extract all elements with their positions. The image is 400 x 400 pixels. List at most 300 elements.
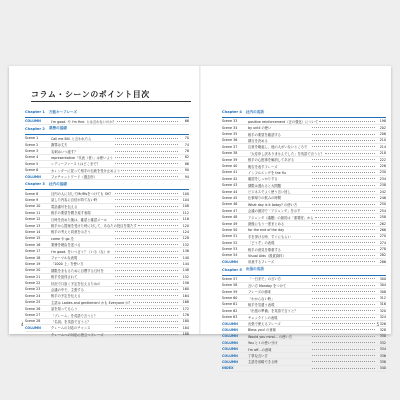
entry-title: アジェンダ（議題）の最初は「重要度」から [248,215,314,220]
page-ref: 156 [182,281,189,286]
page-ref: 278 [379,247,386,252]
scene-label: Scene 38 [222,151,238,156]
dot-leader [315,217,375,218]
dot-leader [115,295,178,296]
entry-title: Bless you! の意味 [248,328,277,333]
dot-leader [115,321,178,322]
page-ref: 254 [379,208,386,213]
page-ref: 164 [182,293,189,298]
right-page-number: 5 [376,322,379,327]
page-ref: 334 [379,347,386,352]
page-ref: 152 [182,274,189,279]
entry-title: Would you mind... の使い方 [248,334,293,339]
dot-leader [312,255,375,256]
dot-leader [312,323,375,324]
page-ref: 112 [182,210,189,215]
scene-label: Scene 50 [222,227,238,232]
entry-title: I'm off...の意味 [248,347,272,352]
scene-label: COLUMN [222,340,238,345]
dot-leader [312,304,375,305]
dot-leader [312,336,375,337]
scene-label: COLUMN [222,347,238,352]
dot-leader [115,176,178,177]
scene-label: Scene 59 [222,289,238,294]
dot-leader [312,159,375,160]
entry-title: 期日を決める [248,138,268,143]
scene-label: Scene 39 [222,157,238,162]
right-column [222,108,386,372]
scene-label: Scene 1 [25,136,39,141]
dot-leader [312,204,375,205]
entry-title: 期限は遅れると大問題 [248,183,281,188]
entry-title: What day is it today? の使い方 [248,202,298,207]
chapter-title: 業務の基礎 [48,126,67,131]
page-ref: 104 [182,197,189,202]
dot-leader [312,197,375,198]
dot-leader [312,298,375,299]
page-ref: 90 [184,168,189,173]
page-ref: 94 [184,174,189,179]
chapter-rule [25,117,189,118]
scene-label: Scene 41 [222,170,238,175]
entry-title: 社内の人に対してMr/Msをつけても OK？ [51,192,113,197]
entry-title: 手を挙げる時、すぐにもらい [248,234,291,239]
scene-label: COLUMN [222,334,238,339]
scene-label: Scene 9 [25,197,39,202]
entry-title: 会議の中で、主張する [51,287,84,292]
scene-label: Scene 26 [25,306,41,311]
scene-label: Scene 20 [25,268,41,273]
dot-leader [312,185,375,186]
page-ref: 172 [182,306,189,311]
chapter-rule [222,275,386,276]
scene-label: COLUMN [25,174,41,179]
dot-leader [115,157,178,158]
page-ref: 246 [379,195,386,200]
scene-label: Scene 62 [222,308,238,313]
dot-leader [115,163,178,164]
page-gutter [199,66,201,334]
page-ref: 340 [379,366,386,371]
page-ref: 320 [379,308,386,313]
scene-label: Scene 6 [25,168,39,173]
title-rule [31,101,191,102]
dot-leader [312,278,375,279]
chapter-heading [222,109,386,115]
entry-title: 相手から提案を受けた時に対して、あなたの役目を果たす [51,224,137,229]
page-ref: 262 [379,221,386,226]
page-title: コラム・シーンのポイント目次 [31,90,150,99]
scene-label: Scene 4 [25,155,39,160]
page-ref: 316 [379,302,386,307]
scene-label: COLUMN [222,327,238,332]
page-ref: 336 [379,353,386,358]
entry-title: ビジネスでよく使う言い回し [248,190,291,195]
scene-label: Scene 46 [222,202,238,207]
entry-title: 「ブレーム」を英語で言うと？ [51,313,98,318]
scene-label: Scene 5 [25,161,39,166]
scene-label: Scene 47 [222,208,238,213]
dot-leader [319,121,375,122]
page-ref: 230 [379,170,386,175]
entry-title: 主語を省略できる時 [248,360,278,365]
dot-leader [312,361,375,362]
scene-label: Scene 17 [25,249,41,254]
dot-leader [312,210,375,211]
chapter-number: Chapter 4 [222,110,242,114]
page-ref: 338 [379,359,386,364]
chapter-title: 社内の基礎 [48,181,67,186]
entry-title: フォチャットワード（過去形） [51,175,97,180]
entry-title: Visual Aids（視覚資料） [248,253,286,258]
entry-title: 言い方 Monday をつけて [248,283,287,288]
dot-leader [312,236,375,237]
page-ref: 184 [182,325,189,330]
page-ref: 160 [182,287,189,292]
dot-leader [312,172,375,173]
page-ref: 116 [182,217,189,222]
page-ref: 176 [182,313,189,318]
entry-title: 会議の最初で「アジェンダ」を示す [248,209,301,214]
scene-label: Scene 25 [25,300,41,305]
dot-leader [312,329,375,330]
page-ref: 266 [379,227,386,232]
book-spread [9,66,391,371]
scene-label: COLUMN [222,259,238,264]
entry-title: Call me Bill. と言われたら [51,136,92,141]
chapter-rule [222,117,386,118]
entry-title: 報告を表すフレーズ [248,164,278,169]
dot-leader [115,276,178,277]
entry-title: 「大変申し訳ありませんでした」を英語で言うと？ [248,151,324,156]
page-ref: 286 [379,259,386,264]
entry-title: 話を知ってもらう [51,307,78,312]
chapter-title: 出張の英語 [245,267,264,272]
dot-leader [115,212,178,213]
entry-title: インフルエンザを the flu [248,170,286,175]
dot-leader [115,270,178,271]
page-ref: 326 [379,321,386,326]
page-ref: 222 [379,157,386,162]
scene-label: Scene 53 [222,247,238,252]
page-ref: 332 [379,340,386,345]
page-ref: 132 [182,242,189,247]
entry-title: 相手の意見を尊重する [248,247,281,252]
dot-leader [115,315,178,316]
scene-label: Scene 34 [222,125,238,130]
page-ref: 168 [182,300,189,305]
page-ref: 70 [184,136,189,141]
entry-title: 名刺はいつ渡す？ [51,149,78,154]
page-ref: 234 [379,176,386,181]
dot-leader [115,231,178,232]
entry-title: 用意するフレーズ [248,260,275,265]
dot-leader [312,140,375,141]
scene-label: Scene 14 [25,229,41,234]
page-ref: 136 [182,249,189,254]
dot-leader [115,308,178,309]
page-ref: 188 [182,332,189,337]
scene-label: Scene 23 [25,287,41,292]
page-ref: 124 [182,229,189,234]
entry-title: I'm good. をいつ言う？（いる（な）か [51,249,111,254]
dot-leader [312,291,375,292]
scene-label: Scene 37 [222,144,238,149]
scene-label: Scene 49 [222,221,238,226]
page-ref: 144 [182,261,189,266]
scene-label: Scene 13 [25,223,41,228]
page-ref: 218 [379,151,386,156]
entry-title: 電話番号を伝える [51,204,78,209]
scene-label: COLUMN [222,353,238,358]
page-ref: 148 [182,268,189,273]
entry-title: come や go を [51,236,74,241]
scene-label: Scene 15 [25,236,41,241]
toc-row[interactable] [25,332,189,338]
page-ref: 324 [379,315,386,320]
scene-label: COLUMN [25,119,41,124]
toc-row[interactable] [222,366,386,372]
entry-title: 業務を理由を述べる [51,243,81,248]
page-ref: 328 [379,327,386,332]
page-ref: 198 [379,119,386,124]
scene-label: Scene 57 [222,276,238,281]
entry-title: positive reinforcement（正の強化）について [248,119,319,124]
dot-leader [115,251,178,252]
page-ref: 282 [379,253,386,258]
dot-leader [312,249,375,250]
dot-leader [115,238,178,239]
page-ref: 214 [379,144,386,149]
scene-label: Scene 40 [222,164,238,169]
entry-title: 相手の心配事を解消してあげる [248,158,295,163]
scene-label: Scene 28 [25,319,41,324]
entry-title: 「どうぞ」の表現 [248,241,275,246]
chapter-heading [25,181,189,187]
scene-label: INDEX [222,366,234,371]
scene-label: Scene 24 [25,293,41,298]
dot-leader [115,334,178,335]
dot-leader [115,206,178,207]
chapter-number: Chapter 2 [25,126,45,131]
scene-label: COLUMN [222,321,238,326]
scene-label: Scene 12 [25,217,41,222]
entry-title: 最後にもう一度まとめる [248,222,285,227]
dot-leader [312,349,375,350]
dot-leader [115,193,178,194]
entry-title: 確認をしっかりする [248,177,278,182]
scene-label: Scene 27 [25,313,41,318]
page-ref: 308 [379,289,386,294]
entry-title: 丁寧な言い方 [248,354,268,359]
entry-title: クレームの対応のチャンス [51,326,91,331]
dot-leader [312,342,375,343]
scene-label: COLUMN [25,325,41,330]
dot-leader [115,219,178,220]
scene-label: Scene 33 [222,119,238,124]
page-ref: 180 [182,319,189,324]
entry-title: フレーズの意味 [248,290,271,295]
scene-label: Scene 48 [222,215,238,220]
chapter-heading [25,109,189,115]
dot-leader [115,151,178,152]
chapter-number: Chapter 3 [25,182,45,187]
scene-label: Scene 16 [25,242,41,247]
dot-leader [115,138,178,139]
entry-title: 日時を決めた後は、確認と確認メール [51,217,107,222]
dot-leader [312,191,375,192]
scene-label: Scene 36 [222,138,238,143]
entry-title: You と I の使い分け [248,341,278,346]
dot-leader [121,170,178,171]
dot-leader [115,257,178,258]
dot-leader [325,153,375,154]
page-ref: 100 [182,191,189,196]
entry-title: フォーマルな表現 [51,256,78,260]
page-ref: 78 [184,149,189,154]
dot-leader [312,317,375,318]
page-ref: 312 [379,296,386,301]
scene-label: Scene 58 [222,283,238,288]
entry-title: カレンダーに従って相手の伝統を受け止めよう [51,168,121,173]
scene-label: Scene 61 [222,302,238,307]
scene-label: Scene 35 [222,132,238,137]
page-ref: 140 [182,255,189,260]
page-ref: 304 [379,283,386,288]
entry-title: 話した内容に自信が持てない時 [51,198,98,203]
entry-title: 「名詞」を英語で言うと？ [51,319,91,324]
entry-title: 主語は Ladies and gentlemen! かも Everyone か？ [51,300,132,305]
entry-title: 注意を喚起し、他の人がいないところで [248,145,308,150]
page-ref: 86 [184,161,189,166]
entry-title: クレームへの対応に役立つフレーズ [51,332,104,337]
page-ref: 330 [379,334,386,339]
dot-leader [115,199,178,200]
entry-title: 「わからない時」 [248,296,275,301]
entry-title: 期限をまもるために目標する日付を [51,268,104,273]
scene-label: Scene 10 [25,204,41,209]
scene-label: Scene 43 [222,183,238,188]
page-ref: 206 [379,132,386,137]
entry-title: チェックインの表現 [248,315,278,320]
entry-title: 「1000 上」を使い方 [51,262,84,267]
entry-title: 状況で口説く予定を伝えるための [51,281,101,286]
page-ref: 274 [379,240,386,245]
page-ref: 270 [379,234,386,239]
page-ref: 210 [379,138,386,143]
scene-label: Scene 8 [25,191,39,196]
dot-leader [312,127,375,128]
entry-title: 出張で使えるフレーズ [248,322,281,327]
entry-title: 相手の考えと同意を示そう [51,230,91,235]
scene-label: Scene 21 [25,274,41,279]
chapter-title: 万能キーフレーズ [48,109,78,114]
scene-label: Scene 45 [222,195,238,200]
dot-leader [115,289,178,290]
chapter-rule [25,189,189,190]
toc-row[interactable] [25,174,189,180]
chapter-number: Chapter 5 [222,267,242,272]
scene-label: Scene 63 [222,315,238,320]
entry-title: 「一日まで」の言い方 [248,277,281,282]
page-ref: 74 [184,142,189,147]
scene-label: Scene 52 [222,240,238,245]
dot-leader [312,229,375,230]
page-ref: 226 [379,164,386,169]
dot-leader [312,285,375,286]
page-ref: 238 [379,183,386,188]
dot-leader [115,244,178,245]
entry-title: by until の使い [248,126,272,131]
scene-label: Scene 51 [222,234,238,239]
entry-title: 相手の予定を伝える [51,294,81,299]
dot-leader [312,166,375,167]
page-ref: 250 [379,202,386,207]
scene-label: Scene 22 [25,281,41,286]
chapter-heading [222,267,386,273]
scene-label: Scene 44 [222,189,238,194]
chapter-number: Chapter 1 [25,110,45,114]
chapter-title: 社内の英語 [245,109,264,114]
entry-title: 「出張の準備」を英語で言うと？ [248,309,298,314]
entry-title: 相手を気遣う表現 [248,302,275,307]
page-ref: 258 [379,215,386,220]
left-page-number: 4 [21,322,24,327]
scene-label: Scene 19 [25,261,41,266]
page-ref: 242 [379,189,386,194]
page-ref: 202 [379,125,386,130]
left-column [25,108,189,338]
dot-leader [312,134,375,135]
page-ref: 128 [182,236,189,241]
toc-row[interactable] [25,119,189,125]
dot-leader [115,144,178,145]
scene-label: Scene 54 [222,253,238,258]
scene-label: Scene 42 [222,176,238,181]
scene-label: Scene 60 [222,296,238,301]
entry-title: for the end of the day [248,227,285,232]
dot-leader [312,368,375,369]
toc-row[interactable] [222,259,386,265]
entry-title: 相手を説得されて [51,275,78,280]
chapter-rule [25,134,189,135]
page-ref: 66 [184,119,189,124]
scene-label: Scene 18 [25,255,41,260]
dot-leader [138,225,178,226]
page-ref: 300 [379,276,386,281]
dot-leader [312,242,375,243]
scene-label: Scene 2 [25,142,39,147]
dot-leader [312,146,375,147]
entry-title: 仕事帰りの飲みの時間 [248,196,281,201]
chapter-heading [25,126,189,132]
entry-title: 相手の要望を確認する [248,132,281,137]
dot-leader [115,283,178,284]
dot-leader [312,178,375,179]
entry-title: 相手の要望を聞き返す表現 [51,211,91,216]
dot-leader [115,327,178,328]
page-ref: 108 [182,204,189,209]
entry-title: レディーファーストはどこまで？ [51,162,100,167]
dot-leader [312,261,375,262]
entry-title: 謝罪は丈夫 [51,143,68,148]
page-ref: 82 [184,155,189,160]
page-ref: 120 [182,223,189,228]
dot-leader [117,121,178,122]
scene-label: COLUMN [222,359,238,364]
dot-leader [115,263,178,264]
scene-label: Scene 11 [25,210,41,215]
